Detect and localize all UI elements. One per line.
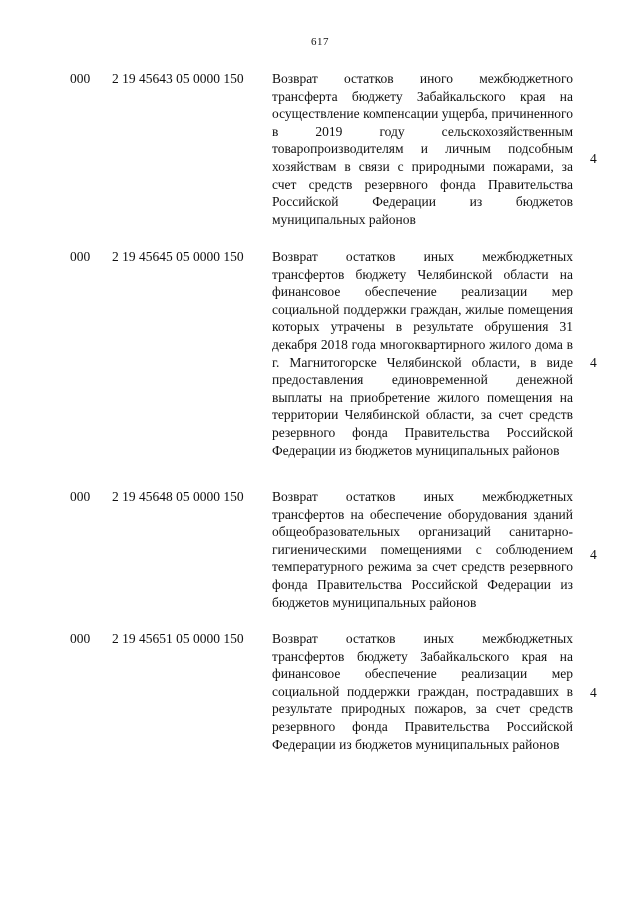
admin-code: 000 — [70, 489, 91, 504]
budget-classification-code: 2 19 45648 05 0000 150 — [112, 489, 244, 504]
amount: 4 — [590, 685, 597, 700]
admin-code: 000 — [70, 71, 91, 86]
amount: 4 — [590, 151, 597, 166]
budget-classification-code: 2 19 45645 05 0000 150 — [112, 249, 244, 264]
income-description: Возврат остатков иного межбюджетного трансферта бюджету Забайкальского края на осуществление компенсации ущерба, причиненного в 2019 году сельскохозяйственным товаропроизводителям и личным подсобным хозяйствам в связи с природными пожарами, за счет средств резервного фонда Правительства Российской Федерации из бюджетов муниципальных районов — [272, 71, 573, 227]
table-row — [0, 630, 640, 790]
table-row — [0, 248, 640, 488]
page-number: 617 — [311, 36, 329, 48]
income-description: Возврат остатков иных межбюджетных трансфертов бюджету Челябинской области на финансовое обеспечение реализации мер социальной поддержки граждан, жилые помещения которых утрачены в результате обрушения 31 декабря 2018 года многоквартирного жилого дома в г. Магнитогорске Челябинской области, в виде предоставления единовременной денежной выплаты на приобретение жилого помещения на территории Челябинской области, за счет средств резервного фонда Правительства Российской Федерации из бюджетов муниципальных районов — [272, 249, 573, 458]
budget-classification-code: 2 19 45643 05 0000 150 — [112, 71, 244, 86]
table-row — [0, 70, 640, 248]
budget-classification-code: 2 19 45651 05 0000 150 — [112, 631, 244, 646]
income-description: Возврат остатков иных межбюджетных трансфертов на обеспечение оборудования зданий общеобразовательных организаций санитарно-гигиеническими помещениями с соблюдением температурного режима за счет средств резервного фонда Правительства Российской Федерации из бюджетов муниципальных районов — [272, 489, 573, 610]
admin-code: 000 — [70, 631, 91, 646]
admin-code: 000 — [70, 249, 91, 264]
amount: 4 — [590, 547, 597, 562]
budget-code-table — [0, 70, 640, 790]
amount: 4 — [590, 355, 597, 370]
table-row — [0, 488, 640, 630]
income-description: Возврат остатков иных межбюджетных трансфертов бюджету Забайкальского края на финансовое обеспечение реализации мер социальной поддержки граждан, пострадавших в результате природных пожаров, за счет средств резервного фонда Правительства Российской Федерации из бюджетов муниципальных районов — [272, 631, 573, 752]
